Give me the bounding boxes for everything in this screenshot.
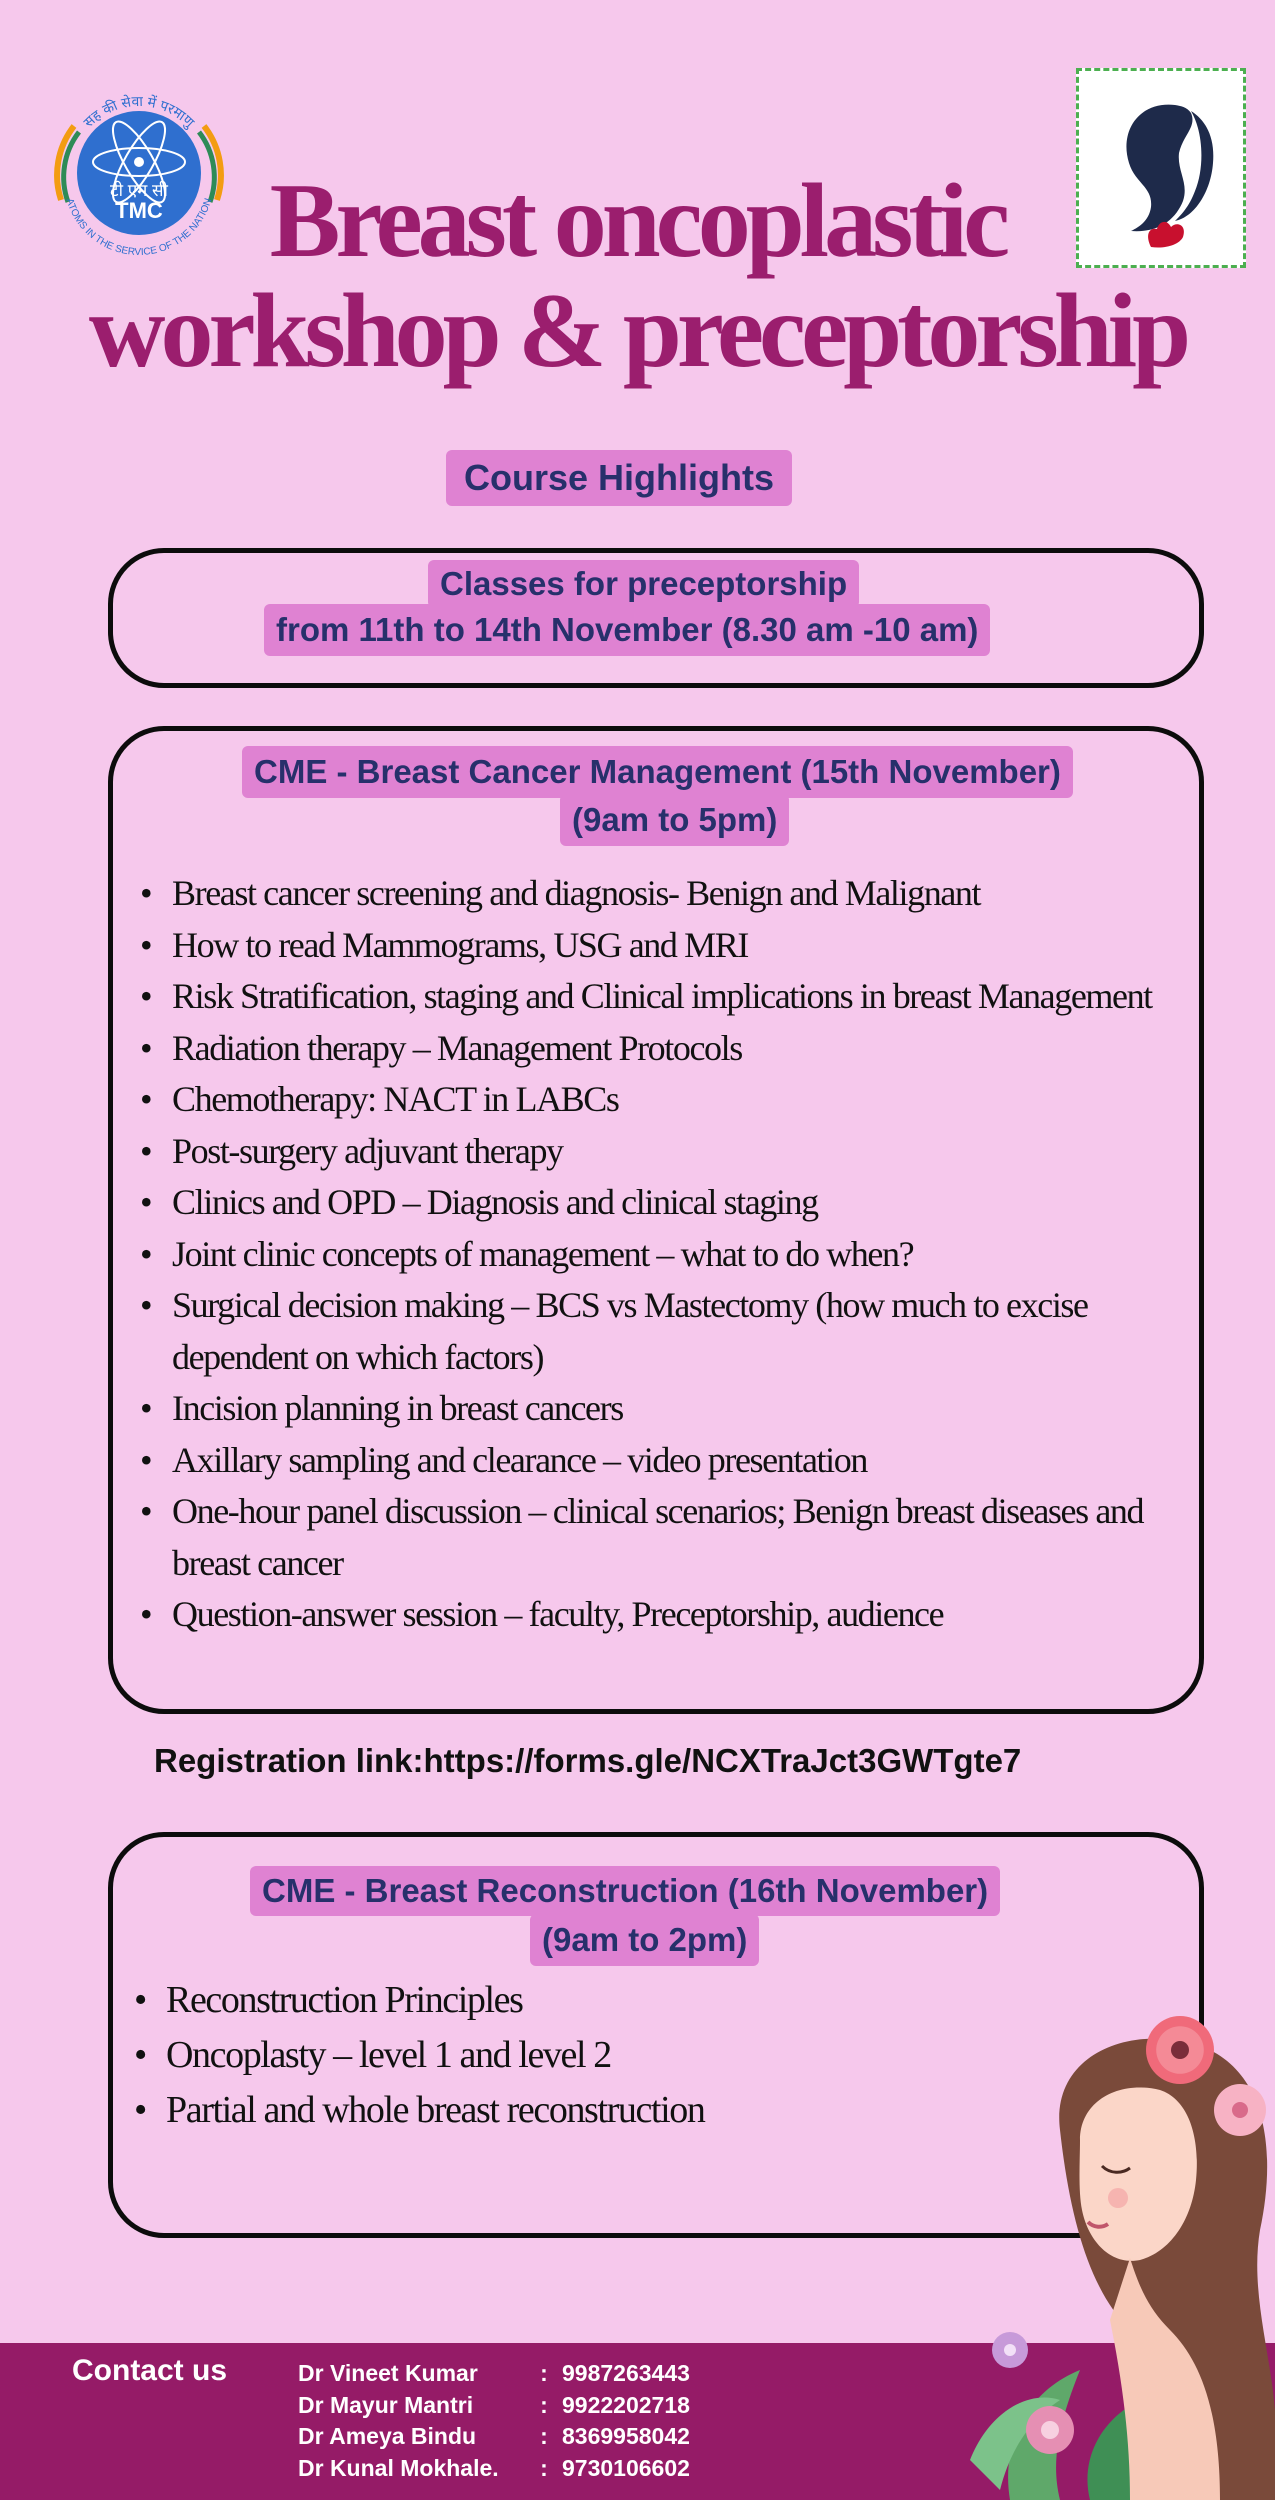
contact-title: Contact us (72, 2354, 228, 2387)
title-line-2: workshop & preceptorship (88, 272, 1187, 389)
list-item: • How to read Mammograms, USG and MRI (140, 920, 1180, 972)
logo-abbr: TMC (115, 198, 163, 223)
list-item: • Joint clinic concepts of management – what to do when? (140, 1229, 1180, 1281)
contact-name: Dr Mayur Mantri (298, 2391, 474, 2418)
woman-flowers-illustration (970, 1990, 1275, 2500)
contact-separator: : (540, 2391, 548, 2418)
list-item: • Question-answer session – faculty, Preceptorship, audience (140, 1589, 1180, 1641)
contact-separator: : (540, 2360, 548, 2386)
contact-separator: : (540, 2454, 548, 2481)
cme1-topic-list (140, 868, 1180, 1641)
list-item: • Reconstruction Principles (134, 1973, 1134, 2028)
cme1-heading: CME - Breast Cancer Management (15th November) (242, 746, 1073, 798)
contact-row (298, 2358, 690, 2390)
list-item: • Post-surgery adjuvant therapy (140, 1126, 1180, 1178)
contact-row (298, 2421, 690, 2453)
list-item: • Chemotherapy: NACT in LABCs (140, 1074, 1180, 1126)
contact-list (298, 2358, 690, 2484)
list-item: • Oncoplasty – level 1 and level 2 (134, 2028, 1134, 2083)
logo-tagline: ATOMS IN THE SERVICE OF THE NATION (63, 197, 215, 259)
cme2-heading: CME - Breast Reconstruction (16th November) (250, 1866, 1000, 1916)
list-item: • One-hour panel discussion – clinical scenarios; Benign breast diseases and breast cancer (140, 1486, 1180, 1589)
cme2-time: (9am to 2pm) (530, 1914, 759, 1966)
course-highlights-heading: Course Highlights (446, 450, 792, 506)
list-item: • Partial and whole breast reconstruction (134, 2083, 1134, 2138)
list-item: • Risk Stratification, staging and Clinical implications in breast Management (140, 971, 1180, 1023)
contact-separator: : (540, 2423, 548, 2449)
list-item: • Incision planning in breast cancers (140, 1383, 1180, 1435)
list-item: • Radiation therapy – Management Protocols (140, 1023, 1180, 1075)
list-item: • Surgical decision making – BCS vs Mastectomy (how much to excise dependent on which factors) (140, 1280, 1180, 1383)
logo-devanagari: टी एम सी (110, 181, 168, 200)
title-line-1: Breast oncoplastic (269, 162, 1006, 279)
list-item: • Axillary sampling and clearance – video presentation (140, 1435, 1180, 1487)
contact-name: Dr Ameya Bindu (298, 2423, 477, 2449)
contact-name: Dr Vineet Kumar (298, 2360, 478, 2386)
preceptorship-dates: from 11th to 14th November (8.30 am -10 am) (264, 604, 990, 656)
contact-phone[interactable]: 8369958042 (562, 2423, 690, 2449)
preceptorship-title: Classes for preceptorship (428, 560, 859, 608)
contact-phone[interactable]: 9922202718 (562, 2391, 690, 2418)
contact-phone[interactable]: 9730106602 (562, 2454, 690, 2481)
contact-row (298, 2390, 690, 2422)
cme1-time: (9am to 5pm) (560, 794, 789, 846)
logo-arc-text: सह की सेवा में परमाणु (80, 92, 198, 131)
list-item: • Clinics and OPD – Diagnosis and clinical staging (140, 1177, 1180, 1229)
registration-link[interactable]: Registration link:https://forms.gle/NCXTraJct3GWTgte7 (154, 1742, 1022, 1779)
contact-phone[interactable]: 9987263443 (562, 2360, 690, 2386)
list-item: • Breast cancer screening and diagnosis- Benign and Malignant (140, 868, 1180, 920)
contact-row (298, 2453, 690, 2485)
contact-name: Dr Kunal Mokhale. (298, 2454, 499, 2481)
